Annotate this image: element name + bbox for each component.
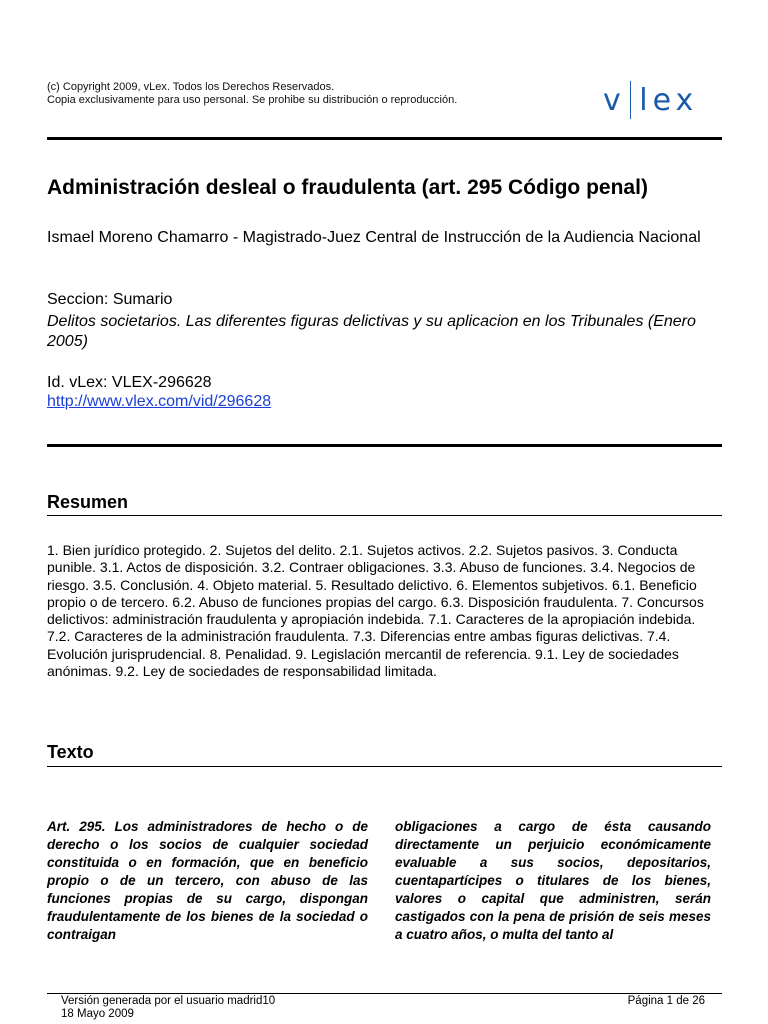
- copyright-line-2: Copia exclusivamente para uso personal. Se prohibe su distribución o reproducción.: [47, 93, 458, 106]
- copyright-line-1: (c) Copyright 2009, vLex. Todos los Derechos Reservados.: [47, 81, 335, 93]
- document-section: Seccion: Sumario: [47, 291, 173, 308]
- footer-info: [61, 995, 275, 1021]
- vlex-logo: [603, 80, 698, 120]
- resumen-underline: [47, 515, 722, 516]
- resumen-text: 1. Bien jurídico protegido. 2. Sujetos del delito. 2.1. Sujetos activos. 2.2. Sujetos pasivos. 3. Conducta punible. 3.1. Actos de disposición. 3.2. Contraer obligaciones. 3.3. Abuso de funciones. 3.4. Negocios de riesgo. 3.5. Conclusión. 4. Objeto material. 5. Resultado delictivo. 6. Elementos subjetivos. 6.1. Beneficio propio o de tercero. 6.2. Abuso de funciones propias del cargo. 6.3. Disposición fraudulenta. 7. Concursos delictivos: administración fraudulenta y apropiación indebida. 7.1. Caracteres de la apropiación indebida. 7.2. Caracteres de la administración fraudulenta. 7.3. Diferencias entre ambas figuras delictivas. 7.4. Evolución jurisprudencial. 8. Penalidad. 9. Legislación mercantil de referencia. 9.1. Ley de sociedades anónimas. 9.2. Ley de sociedades de responsabilidad limitada.: [47, 542, 704, 680]
- texto-underline: [47, 766, 722, 767]
- copyright-notice: [47, 81, 567, 106]
- footer-generated-by: Versión generada por el usuario madrid10: [61, 995, 276, 1007]
- document-url-link[interactable]: http://www.vlex.com/vid/296628: [47, 393, 272, 410]
- document-id: Id. vLex: VLEX-296628: [47, 374, 212, 391]
- page-number: Página 1 de 26: [627, 995, 705, 1007]
- texto-heading: Texto: [47, 742, 94, 762]
- texto-left-column: Art. 295. Los administradores de hecho o de derecho o los socios de cualquier sociedad constituida o en formación, que en beneficio propio o de un tercero, con abuso de las funciones propias de su cargo, dispongan fraudulentamente de los bienes de la sociedad o contraigan: [47, 819, 368, 942]
- resumen-heading: Resumen: [47, 492, 129, 512]
- document-title: Administración desleal o fraudulenta (art. 295 Código penal): [47, 176, 648, 199]
- document-subtitle: Delitos societarios. Las diferentes figuras delictivas y su aplicacion en los Tribunales (Enero 2005): [47, 313, 696, 350]
- header-divider: [47, 137, 722, 140]
- footer-divider: [47, 993, 722, 994]
- footer-date: 18 Mayo 2009: [61, 1008, 134, 1020]
- metadata-divider: [47, 444, 722, 447]
- document-author: Ismael Moreno Chamarro - Magistrado-Juez Central de Instrucción de la Audiencia Nacional: [47, 229, 701, 246]
- texto-right-column: obligaciones a cargo de ésta causando directamente un perjuicio económicamente evaluable a sus socios, depositarios, cuentapartícipes o titulares de los bienes, valores o capital que administren, serán castigados con la pena de prisión de seis meses a cuatro años, o multa del tanto al: [395, 819, 711, 942]
- logo-divider: [630, 81, 632, 119]
- logo-letters-lex: lex: [639, 82, 699, 118]
- logo-letter-v: v: [603, 82, 626, 118]
